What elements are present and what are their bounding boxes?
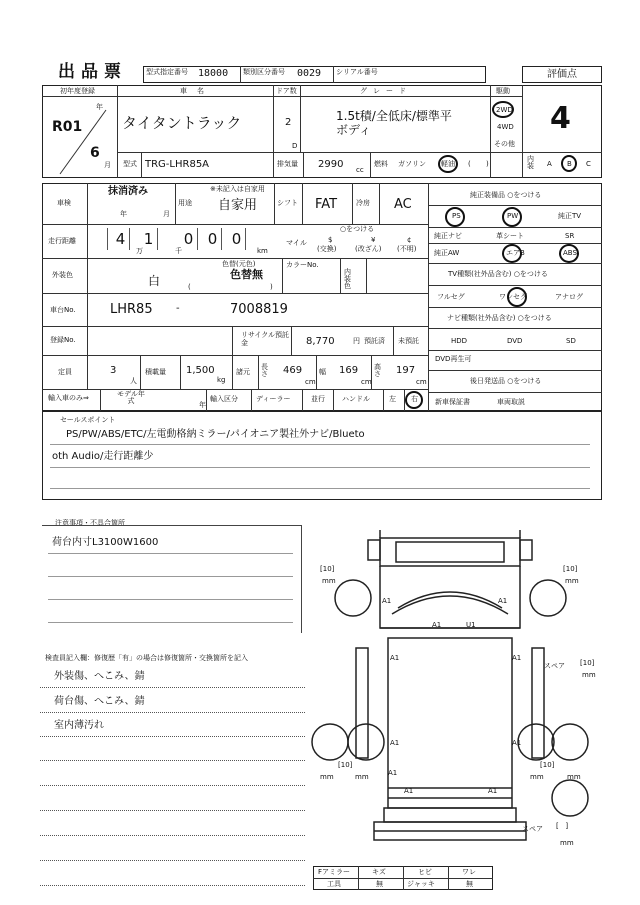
first-reg-era: R01: [52, 119, 83, 135]
ext-color-label: 外装色: [52, 271, 73, 279]
import-label: 輸入車のみ⇒: [48, 394, 89, 402]
mileage-digit: 1: [140, 228, 158, 250]
shift-label: シフト: [277, 199, 298, 207]
drive-label: 駆動: [496, 87, 510, 95]
car-name-label: 車名: [180, 87, 214, 95]
repaint-value: 色替無: [230, 268, 263, 281]
chassis-label: 車台No.: [50, 306, 76, 314]
sales-point-label: セールスポイント: [60, 416, 116, 424]
car-name-value: タイタントラック: [122, 114, 242, 132]
score-label: 評価点: [547, 69, 577, 80]
notes-line1: 荷台内寸L3100W1600: [52, 537, 159, 548]
score-value: 4: [550, 101, 571, 136]
reg-no-label: 登録No.: [50, 336, 76, 344]
inspector-line2: 荷台傷、へこみ、錆: [54, 696, 145, 707]
category-value: 0029: [297, 68, 322, 79]
grade-label: グレード: [360, 87, 412, 95]
drive-circle: [492, 101, 514, 118]
model-designation-label: 型式指定番号: [146, 68, 188, 76]
model-value: TRG-LHR85A: [145, 159, 210, 170]
slash: [56, 108, 108, 176]
load-label: 積載量: [145, 368, 166, 376]
displacement-label: 排気量: [277, 160, 298, 168]
mileage-digit: [90, 228, 108, 250]
width-value: 169: [339, 365, 359, 376]
interior-circle: [561, 155, 577, 172]
model-designation-value: 18000: [198, 68, 229, 79]
grade-line1: 1.5t積/全低床/標準平: [336, 109, 452, 123]
shift-value: FAT: [315, 197, 338, 212]
recycle-value: 8,770: [306, 336, 335, 347]
first-reg-month: 6: [90, 145, 100, 161]
capacity-label: 定員: [58, 368, 72, 376]
handle-circle: [405, 391, 423, 409]
first-reg-label: 初年度登録: [60, 87, 95, 95]
form-title: 出品票: [58, 62, 127, 82]
inspector-line1: 外装傷、へこみ、錆: [54, 671, 145, 682]
mileage-digit: 4: [112, 228, 130, 250]
mileage-digit: 0: [180, 228, 198, 250]
category-label: 類別区分番号: [243, 68, 285, 76]
chassis-prefix: LHR85: [110, 302, 153, 317]
recycle-label: リサイクル預託金: [241, 331, 290, 347]
capacity-value: 3: [110, 365, 117, 376]
mileage-label: 走行距離: [48, 237, 76, 245]
fuel-label: 燃料: [374, 160, 388, 168]
grade-line2: ボディ: [336, 123, 372, 137]
doors-value: 2: [285, 117, 292, 128]
equipment-title: 純正装備品 ○をつける: [470, 191, 542, 199]
color-no-label: カラーNo.: [286, 261, 319, 269]
model-label: 型式: [123, 160, 137, 168]
inspector-label: 検査員記入欄：修復歴「有」の場合は修復箇所・交換箇所を記入: [45, 654, 248, 662]
int-color-label: 内装色: [344, 268, 351, 290]
doors-label: ドア数: [276, 87, 297, 95]
interior-label: 内装: [527, 155, 534, 170]
mileage-digit: 0: [204, 228, 222, 250]
mileage-digit: 0: [228, 228, 246, 250]
load-value: 1,500: [186, 365, 215, 376]
height-value: 197: [396, 365, 416, 376]
inspection-status: 抹消済み: [108, 186, 148, 197]
serial-label: シリアル番号: [336, 68, 378, 76]
vehicle-damage-diagram: [308, 528, 608, 858]
ac-value: AC: [394, 197, 412, 212]
sales-point-line1: PS/PW/ABS/ETC/左電動格納ミラー/パイオニア製社外ナビ/Blueto: [66, 429, 365, 440]
inspection-label: 車検: [57, 199, 71, 207]
notes-label: 注意事項・不具合箇所: [55, 519, 125, 527]
chassis-number: 7008819: [230, 302, 288, 317]
sales-point-line2: oth Audio/走行距離少: [52, 451, 154, 462]
fuel-circle: [438, 155, 458, 173]
displacement-value: 2990: [318, 159, 344, 170]
ext-color-value: 白: [148, 274, 161, 288]
ac-label: 冷房: [356, 199, 370, 207]
inspector-line3: 室内薄汚れ: [54, 720, 104, 731]
usage-value: 自家用: [218, 198, 258, 213]
length-value: 469: [283, 365, 303, 376]
